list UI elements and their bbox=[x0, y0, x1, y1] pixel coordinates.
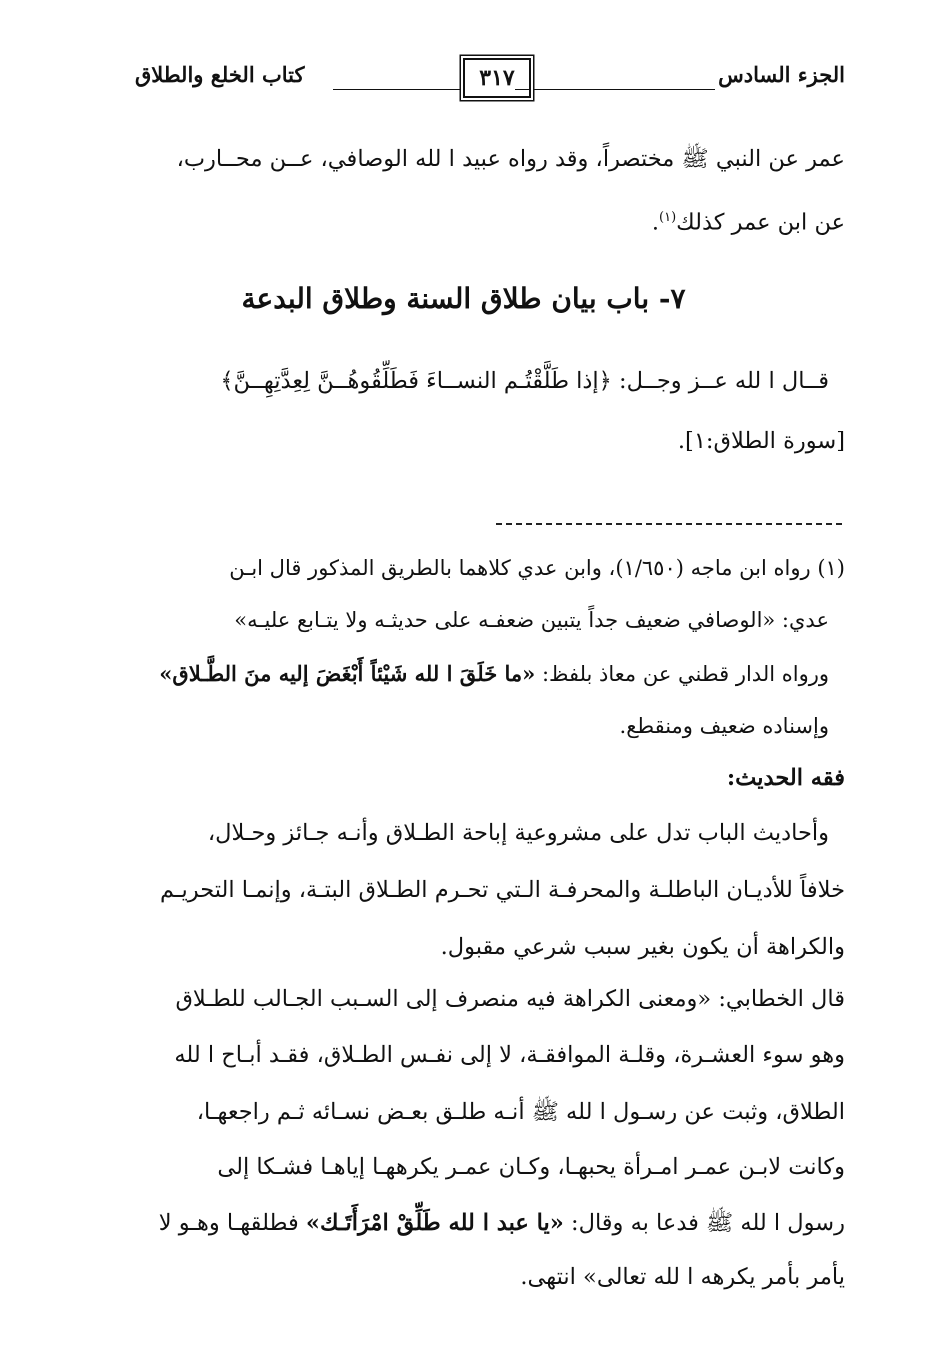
footnote-line-4: وإسناده ضعيف ومنقطع. bbox=[619, 714, 829, 738]
paragraph-2-line-1: قال الخطابي: «ومعنى الكراهة فيه منصرف إلى السـبب الجـالب للطـلاق bbox=[175, 986, 845, 1012]
book-title: كتاب الخلع والطلاق bbox=[135, 62, 305, 87]
page-number: ٣١٧ bbox=[463, 58, 531, 98]
paragraph-2-line-6: يأمر بأمر يكرهه ا لله تعالى» انتهى. bbox=[520, 1264, 845, 1290]
chapter-heading: ٧- باب بيان طلاق السنة وطلاق البدعة bbox=[241, 282, 686, 315]
paragraph-1-line-1: وأحاديث الباب تدل على مشروعية إباحة الطـلاق وأنـه جـائز وحـلال، bbox=[207, 820, 829, 846]
footnote-marker: (١) bbox=[659, 210, 677, 225]
volume-label: الجزء السادس bbox=[718, 62, 845, 87]
quran-reference: [سورة الطلاق:١]. bbox=[677, 428, 845, 454]
quran-quote: قــال ا لله عــز وجــل: ﴿إذا طَلَّقْتُـم النســاءَ فَطَلِّقُوهُــنَّ لِعِدَّتِهِــنَّ﴾ bbox=[220, 368, 829, 394]
footnote-line-1: (١) رواه ابن ماجه (١/٦٥٠)، وابن عدي كلاهما بالطريق المذكور قال ابـن bbox=[229, 556, 845, 580]
footnote-line-3 bbox=[133, 658, 829, 690]
body-line-1: عمر عن النبي ﷺ مختصراً، وقد رواه عبيد ا لله الوصافي، عــن محــارب، bbox=[176, 146, 845, 172]
fiqh-heading: فقه الحديث: bbox=[726, 765, 845, 791]
body-line-2 bbox=[133, 202, 845, 239]
paragraph-2-line-5 bbox=[133, 1208, 845, 1239]
header-rule-right bbox=[515, 89, 715, 90]
paragraph-2-line-3: الطلاق، وثبت عن رسـول ا لله ﷺ أنـه طلـق بعـض نسـائه ثـم راجعهـا، bbox=[196, 1099, 845, 1125]
paragraph-2-line-5-start: رسول ا لله ﷺ فدعا به وقال: bbox=[563, 1210, 845, 1236]
footnote-line-2: عدي: «الوصافي ضعيف جداً يتبين ضعفـه على حديثـه ولا يتـابع عليـه» bbox=[234, 608, 829, 632]
paragraph-1-line-3: والكراهة أن يكون بغير سبب شرعي مقبول. bbox=[440, 934, 845, 960]
hadith-quote: «ما خَلَقَ ا لله شَيْئاً أَبْغَضَ إليه منَ الطَّـلاق» bbox=[159, 661, 536, 686]
footnote-line-3-text: ورواه الدار قطني عن معاذ بلفظ: bbox=[535, 662, 829, 686]
body-line-2-end: . bbox=[651, 209, 660, 236]
header-rule-left bbox=[333, 89, 461, 90]
paragraph-2-line-2: وهو سوء العشـرة، وقلـة الموافقـة، لا إلى نفـس الطـلاق، فقـد أبـاح ا لله bbox=[174, 1042, 845, 1068]
paragraph-1-line-2: خلافاً للأديـان الباطلـة والمحرفـة الـتي تحـرم الطـلاق البتـة، وإنمـا التحريـم bbox=[159, 877, 845, 903]
body-line-2-text: عن ابن عمر كذلك bbox=[676, 209, 845, 236]
paragraph-2-line-5-end: فطلقهـا وهـو لا bbox=[158, 1210, 306, 1236]
footnote-separator bbox=[496, 523, 842, 525]
prophet-quote: «يا عبد ا لله طَلِّقْ امْرَأَتَـك» bbox=[305, 1210, 564, 1236]
running-header bbox=[135, 58, 845, 102]
paragraph-2-line-4: وكانت لابـن عمـر امـرأة يحبهـا، وكـان عمـر يكرههـا إياهـا فشـكا إلى bbox=[217, 1154, 845, 1180]
